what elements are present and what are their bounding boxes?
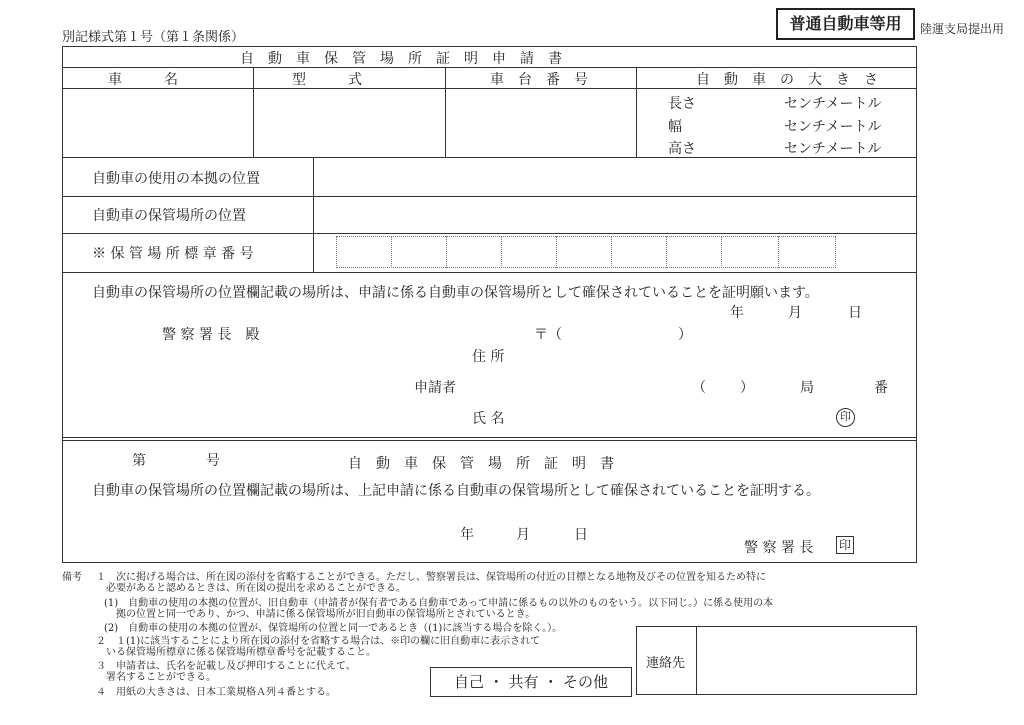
contact-label: 連絡先	[646, 656, 686, 671]
cert-number-prefix: 第	[132, 453, 146, 469]
note-3: ３ 申請者は、氏名を記載し及び押印することに代えて、	[96, 661, 356, 672]
applicant-label: 申請者	[414, 380, 456, 396]
sticker-number-boxes[interactable]	[336, 236, 836, 268]
note-1b: 必要があると認めるときは、所在図の提出を求めることができる。	[106, 583, 406, 594]
postal-mark: 〒（	[534, 327, 562, 343]
height-label: 高さ	[668, 141, 696, 157]
note-1-1b: 拠の位置と同一であり、かつ、申請に係る保管場所が旧自動車の保管場所とされているとき。	[116, 609, 536, 620]
office-note: 陸運支局提出用	[920, 22, 1005, 36]
postal-close: ）	[678, 327, 692, 343]
note-1-1: (1) 自動車の使用の本拠の位置が、旧自動車（申請者が保有者である自動車であって申請に係るもの以外のものをいう。以下同じ。）に係る使用の本	[104, 598, 774, 609]
storage-location-label: 自動車の保管場所の位置	[92, 208, 246, 224]
form-reference: 別記様式第１号（第１条関係）	[62, 30, 245, 45]
cert-day: 日	[574, 527, 588, 543]
length-unit: センチメートル	[784, 96, 882, 112]
height-unit: センチメートル	[784, 141, 882, 157]
request-year: 年	[730, 305, 744, 321]
phone-open: （	[692, 380, 706, 396]
cert-month: 月	[516, 527, 530, 543]
cert-number-suffix: 号	[206, 453, 220, 469]
width-label: 幅	[668, 119, 682, 135]
cert-text: 自動車の保管場所の位置欄記載の場所は、上記申請に係る自動車の保管場所として確保されていることを証明する。	[92, 483, 820, 499]
car-name-field[interactable]	[64, 90, 251, 155]
form-type-badge: 普通自動車等用	[776, 8, 915, 40]
col-chassis: 車 台 番 号	[490, 72, 588, 88]
note-2b: いる保管場所標章に係る保管場所標章番号を記載すること。	[106, 647, 376, 658]
phone-number: 番	[874, 380, 888, 396]
col-car-name: 車 名	[108, 72, 178, 88]
sticker-number-label: ※ 保 管 場 所 標 章 番 号	[92, 246, 254, 262]
base-location-field[interactable]	[314, 158, 916, 196]
note-1: １ 次に掲げる場合は、所在図の添付を省略することができる。ただし、警察署長は、保管場所の付近の目標となる地物及びその位置を知るため特に	[96, 572, 766, 583]
police-chief-addressee: 警 察 署 長 殿	[162, 327, 260, 343]
model-field[interactable]	[255, 90, 443, 155]
note-4: ４ 用紙の大きさは、日本工業規格Ａ列４番とする。	[96, 687, 336, 698]
cert-title: 自 動 車 保 管 場 所 証 明 書	[348, 456, 614, 472]
request-text: 自動車の保管場所の位置欄記載の場所は、申請に係る自動車の保管場所として確保されていることを証明願います。	[92, 285, 819, 301]
applicant-seal: 印	[836, 408, 855, 427]
phone-station: 局	[800, 380, 814, 396]
storage-location-field[interactable]	[314, 197, 916, 233]
cert-police-chief: 警 察 署 長	[744, 540, 814, 556]
request-month: 月	[788, 305, 802, 321]
ownership-options[interactable]: 自己 ・ 共有 ・ その他	[430, 667, 632, 697]
contact-field[interactable]	[698, 628, 915, 693]
col-size: 自 動 車 の 大 き さ	[696, 72, 878, 88]
note-1-2: (2) 自動車の使用の本拠の位置が、保管場所の位置と同一であるとき（(1)に該当する場合を除く。）。	[104, 623, 563, 634]
col-model: 型 式	[292, 72, 362, 88]
note-3b: 署名することができる。	[106, 672, 216, 683]
base-location-label: 自動車の使用の本拠の位置	[92, 171, 260, 187]
width-unit: センチメートル	[784, 119, 882, 135]
notes-label: 備考	[62, 572, 82, 583]
address-label: 住 所	[472, 349, 505, 365]
cert-year: 年	[460, 527, 474, 543]
form-title: 自 動 車 保 管 場 所 証 明 申 請 書	[240, 51, 562, 67]
request-day: 日	[848, 305, 862, 321]
note-2: ２ １(1)に該当することにより所在図の添付を省略する場合は、※印の欄に旧自動車に表示されて	[96, 636, 541, 647]
phone-close: ）	[740, 380, 754, 396]
length-label: 長さ	[668, 96, 696, 112]
chassis-number-field[interactable]	[447, 90, 634, 155]
name-label: 氏 名	[472, 411, 505, 427]
cert-seal: 印	[836, 536, 854, 554]
